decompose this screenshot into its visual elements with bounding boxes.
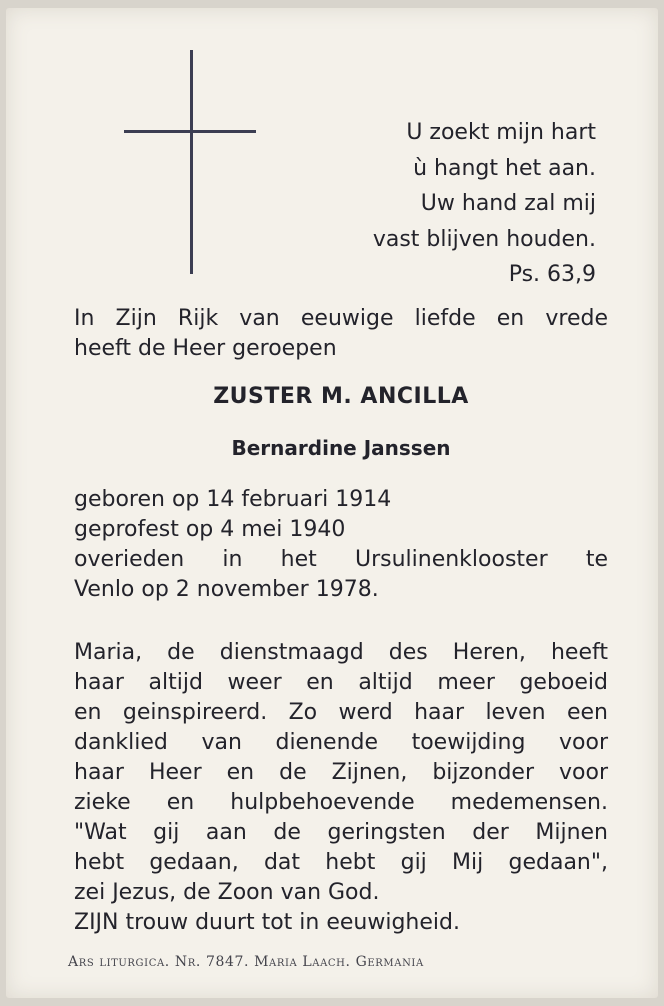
memorial-card (6, 8, 658, 998)
date-line: geprofest op 4 mei 1940 (74, 517, 346, 542)
cross-horizontal-beam (124, 130, 256, 133)
body-line: ZIJN trouw duurt tot in eeuwigheid. (74, 910, 460, 935)
verse-line: Uw hand zal mij (420, 191, 596, 216)
cross-icon (124, 50, 256, 274)
intro-line: heeft de Heer geroepen (74, 336, 337, 361)
verse-line: U zoekt mijn hart (406, 120, 596, 145)
printer-imprint: Ars liturgica. Nr. 7847. Maria Laach. Germania (68, 954, 424, 970)
civil-name: Bernardine Janssen (231, 436, 451, 460)
body-line: haar altijd weer en altijd meer geboeid (74, 670, 608, 695)
body-line: danklied van dienende toewijding voor (74, 730, 608, 755)
body-line: hebt gedaan, dat hebt gij Mij gedaan", (74, 850, 608, 875)
body-line: en geinspireerd. Zo werd haar leven een (74, 700, 608, 725)
life-dates (74, 485, 608, 605)
intro-text (74, 304, 608, 364)
intro-line: In Zijn Rijk van eeuwige liefde en vrede (74, 306, 608, 331)
cross-vertical-beam (190, 50, 193, 274)
body-line: Maria, de dienstmaagd des Heren, heeft (74, 640, 608, 665)
body-line: zei Jezus, de Zoon van God. (74, 880, 380, 905)
psalm-verse (266, 115, 596, 293)
body-line: haar Heer en de Zijnen, bijzonder voor (74, 760, 608, 785)
religious-name: ZUSTER M. ANCILLA (213, 384, 469, 409)
body-line: "Wat gij aan de geringsten der Mijnen (74, 820, 608, 845)
body-line: zieke en hulpbehoevende medemensen. (74, 790, 608, 815)
memorial-text (74, 638, 608, 938)
date-line: overieden in het Ursulinenklooster te (74, 547, 608, 572)
verse-line: ù hangt het aan. (413, 155, 596, 181)
date-line: geboren op 14 februari 1914 (74, 487, 392, 512)
date-line: Venlo op 2 november 1978. (74, 577, 379, 602)
verse-reference: Ps. 63,9 (508, 262, 596, 287)
verse-line: vast blijven houden. (372, 226, 596, 252)
